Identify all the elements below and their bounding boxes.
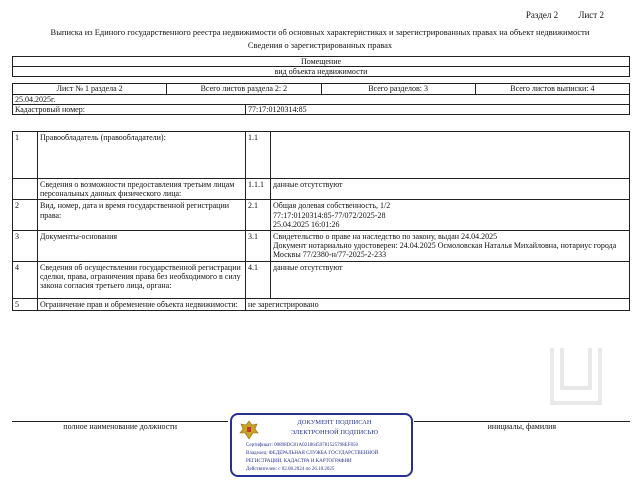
document-title: Выписка из Единого государственного реестра недвижимости об основных характеристиках и зарегистрированных правах на объект недвижимости [50,27,590,37]
row-4-label: Сведения об осуществлении государственной регистрации сделки, права, ограничения права без необходимого в силу закона согласия третьего лица, органа: [38,261,246,298]
rights-table [12,131,630,311]
row-4-sub: 4.1 [246,261,271,298]
row-5-label: Ограничение прав и обременение объекта недвижимости: [38,298,246,310]
row-5-num: 5 [13,298,38,310]
stamp-certificate: Сертификат: 00898DC81A02186459781525798EF850 [246,443,358,448]
row-5-value: не зарегистрировано [246,298,630,310]
stamp-line-2: ЭЛЕКТРОННОЙ ПОДПИСЬЮ [291,429,378,436]
name-caption: инициалы, фамилия [414,422,630,432]
cadastral-number: 77:17:0120314:85 [246,105,630,115]
sheet-label: Лист 2 [578,10,604,20]
row-2-value-line: Общая долевая собственность, 1/2 [273,201,391,211]
total-sheets-extract: Всего листов выписки: 4 [475,84,629,94]
row-2-value-line: 77:17:0120314:85-77/072/2025-28 [273,210,386,220]
row-1-label: Правообладатель (правообладатели): [38,132,246,179]
page-header-right [508,10,604,20]
row-3-value [271,230,630,261]
row-3-value-line: Свидетельство о праве на наследство по закону, выдан 24.04.2025 [273,231,498,241]
row-3-num: 3 [13,230,38,261]
row-3-value-line: Документ нотариально удостоверен: 24.04.2025 Осмоловская Наталья Михайловна, нотариус города [273,241,617,251]
coat-of-arms-icon [238,419,260,441]
row-4-value: данные отсутствуют [271,261,630,298]
section-label: Раздел 2 [525,10,559,20]
row-1b-num [13,179,38,200]
row-2-sub: 2.1 [246,200,271,231]
spacer-row [13,77,630,84]
row-2-num: 2 [13,200,38,231]
sheet-number: Лист № 1 раздела 2 [13,84,167,94]
stamp-owner-2: РЕГИСТРАЦИИ, КАДАСТРА И КАРТОГРАФИИ [246,459,352,464]
row-1-value [271,132,630,179]
object-type: Помещение [13,57,630,67]
row-1-sub: 1.1 [246,132,271,179]
stamp-owner-1: Владелец: ФЕДЕРАЛЬНАЯ СЛУЖБА ГОСУДАРСТВЕННОЙ [246,451,379,456]
cadastral-label: Кадастровый номер: [13,105,246,115]
position-caption: полное наименование должности [12,422,228,432]
object-type-table [12,56,630,95]
total-sections: Всего разделов: 3 [321,84,475,94]
row-2-label: Вид, номер, дата и время государственной регистрации права: [38,200,246,231]
total-sheets-section: Всего листов раздела 2: 2 [167,84,321,94]
extract-date: 25.04.2025г. [13,95,630,105]
object-type-caption: вид объекта недвижимости [13,67,630,77]
stamp-validity: Действителен: с 02.08.2024 по 26.10.2025 [246,467,335,472]
watermark-logo [440,338,630,418]
row-3-sub: 3.1 [246,230,271,261]
row-1b-label: Сведения о возможности предоставления третьим лицам персональных данных физического лица: [38,179,246,200]
electronic-signature-stamp [230,413,413,477]
row-1-num: 1 [13,132,38,179]
row-2-value [271,200,630,231]
row-3-label: Документы-основания [38,230,246,261]
row-4-num: 4 [13,261,38,298]
row-2-value-line: 25.04.2025 16:01:26 [273,219,340,229]
row-1b-sub: 1.1.1 [246,179,271,200]
stamp-line-1: ДОКУМЕНТ ПОДПИСАН [297,419,372,426]
row-1b-value: данные отсутствуют [271,179,630,200]
document-subtitle: Сведения о зарегистрированных правах [247,40,393,50]
meta-table [12,94,630,115]
row-3-value-line: Москвы 77/2380-н/77-2025-2-233 [273,250,387,260]
